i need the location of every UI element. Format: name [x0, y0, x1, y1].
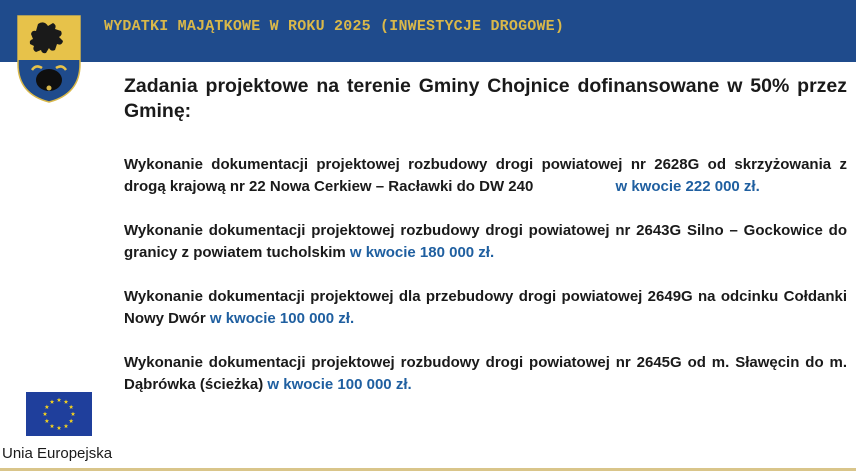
content-area — [124, 74, 847, 418]
task-item — [124, 286, 847, 330]
crest-icon — [16, 14, 82, 104]
eu-flag-icon — [26, 392, 92, 436]
task-description: Wykonanie dokumentacji projektowej dla przebudowy drogi powiatowej 2649G na odcinku Cołdanki Nowy Dwór — [124, 288, 847, 327]
task-amount: w kwocie 180 000 zł. — [349, 244, 495, 261]
task-item — [124, 352, 847, 396]
task-description: Wykonanie dokumentacji projektowej rozbudowy drogi powiatowej nr 2628G od skrzyżowania z drogą krajową nr 22 Nowa Cerkiew – Racławki do DW 240 — [124, 156, 847, 195]
task-amount: w kwocie 100 000 zł. — [267, 376, 412, 393]
task-amount: w kwocie 100 000 zł. — [209, 310, 355, 327]
task-item — [124, 220, 847, 264]
task-amount: w kwocie 222 000 zł. — [615, 178, 760, 195]
task-description: Wykonanie dokumentacji projektowej rozbudowy drogi powiatowej nr 2645G od m. Sławęcin do m. Dąbrówka (ścieżka) — [124, 354, 847, 393]
eu-label: Unia Europejska — [2, 445, 113, 462]
page-title: WYDATKI MAJĄTKOWE W ROKU 2025 (INWESTYCJE DROGOWE) — [104, 18, 565, 35]
task-description: Wykonanie dokumentacji projektowej rozbudowy drogi powiatowej nr 2643G Silno – Gockowice do granicy z powiatem tucholskim — [124, 222, 847, 261]
section-subtitle: Zadania projektowe na terenie Gminy Chojnice dofinansowane w 50% przez Gminę: — [124, 75, 847, 122]
task-item — [124, 154, 847, 198]
